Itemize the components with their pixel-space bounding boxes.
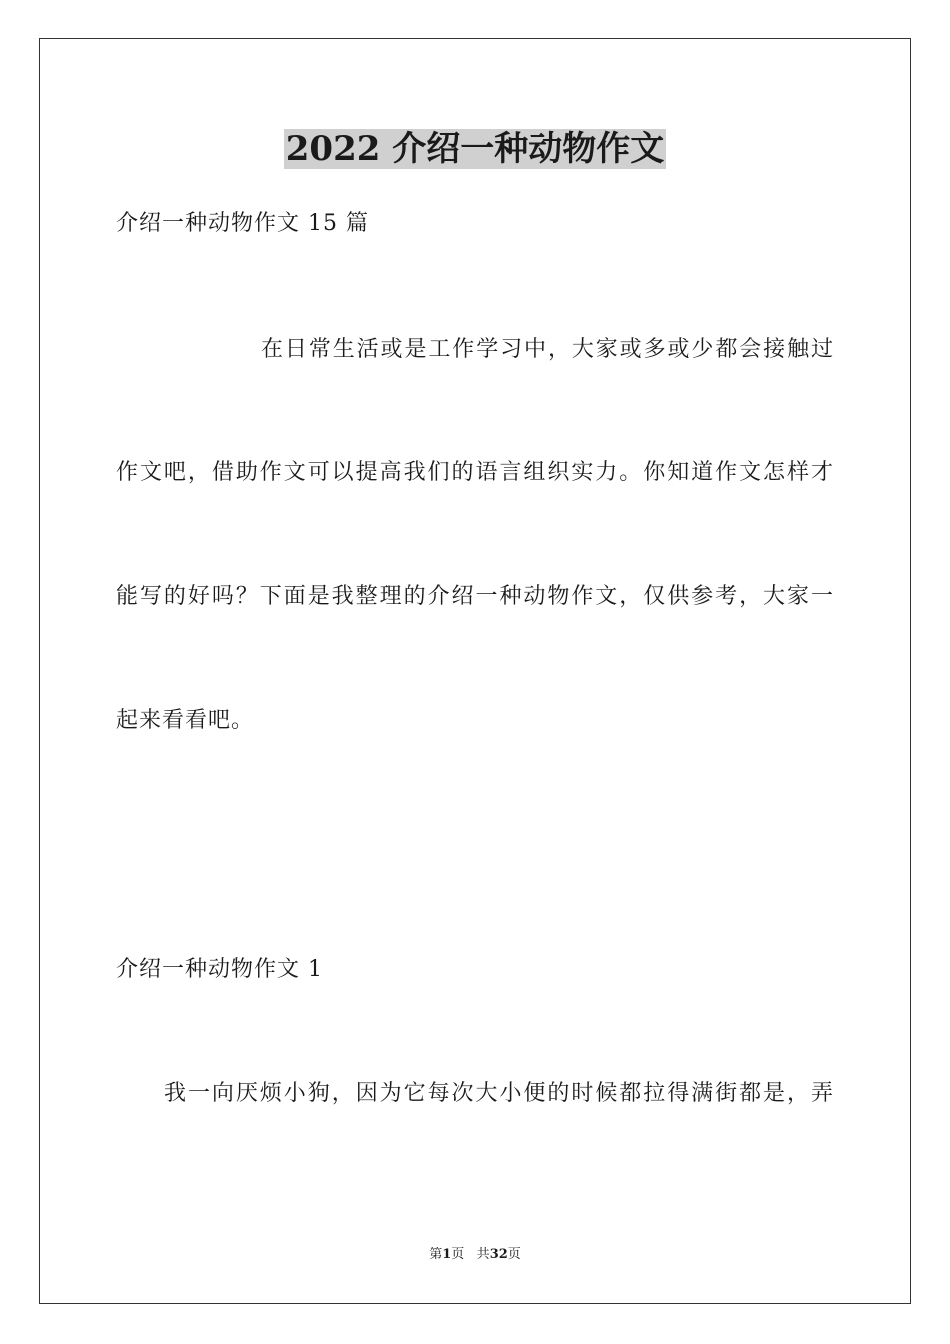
intro-line-2: 作文吧，借助作文可以提高我们的语言组织实力。你知道作文怎样才: [116, 460, 834, 485]
footer-page-number: 1: [442, 1247, 452, 1262]
footer-total-prefix: 共: [476, 1247, 490, 1262]
footer-page-suffix: 页: [451, 1247, 465, 1262]
intro-line-1: 在日常生活或是工作学习中，大家或多或少都会接触过: [261, 337, 834, 362]
section-heading: 介绍一种动物作文 1: [116, 957, 323, 982]
footer-total-suffix: 页: [507, 1247, 521, 1262]
intro-line-3: 能写的好吗？下面是我整理的介绍一种动物作文，仅供参考，大家一: [116, 584, 834, 609]
document-title-text: 2022 介绍一种动物作文: [285, 129, 665, 169]
page-footer: [0, 1245, 950, 1265]
document-title: [0, 126, 950, 172]
document-subtitle: 介绍一种动物作文 15 篇: [116, 211, 369, 236]
footer-prefix: 第: [429, 1247, 443, 1262]
footer-total-pages: 32: [489, 1247, 508, 1262]
section-line-1: 我一向厌烦小狗，因为它每次大小便的时候都拉得满街都是，弄: [164, 1081, 834, 1106]
intro-line-4: 起来看看吧。: [116, 708, 255, 733]
